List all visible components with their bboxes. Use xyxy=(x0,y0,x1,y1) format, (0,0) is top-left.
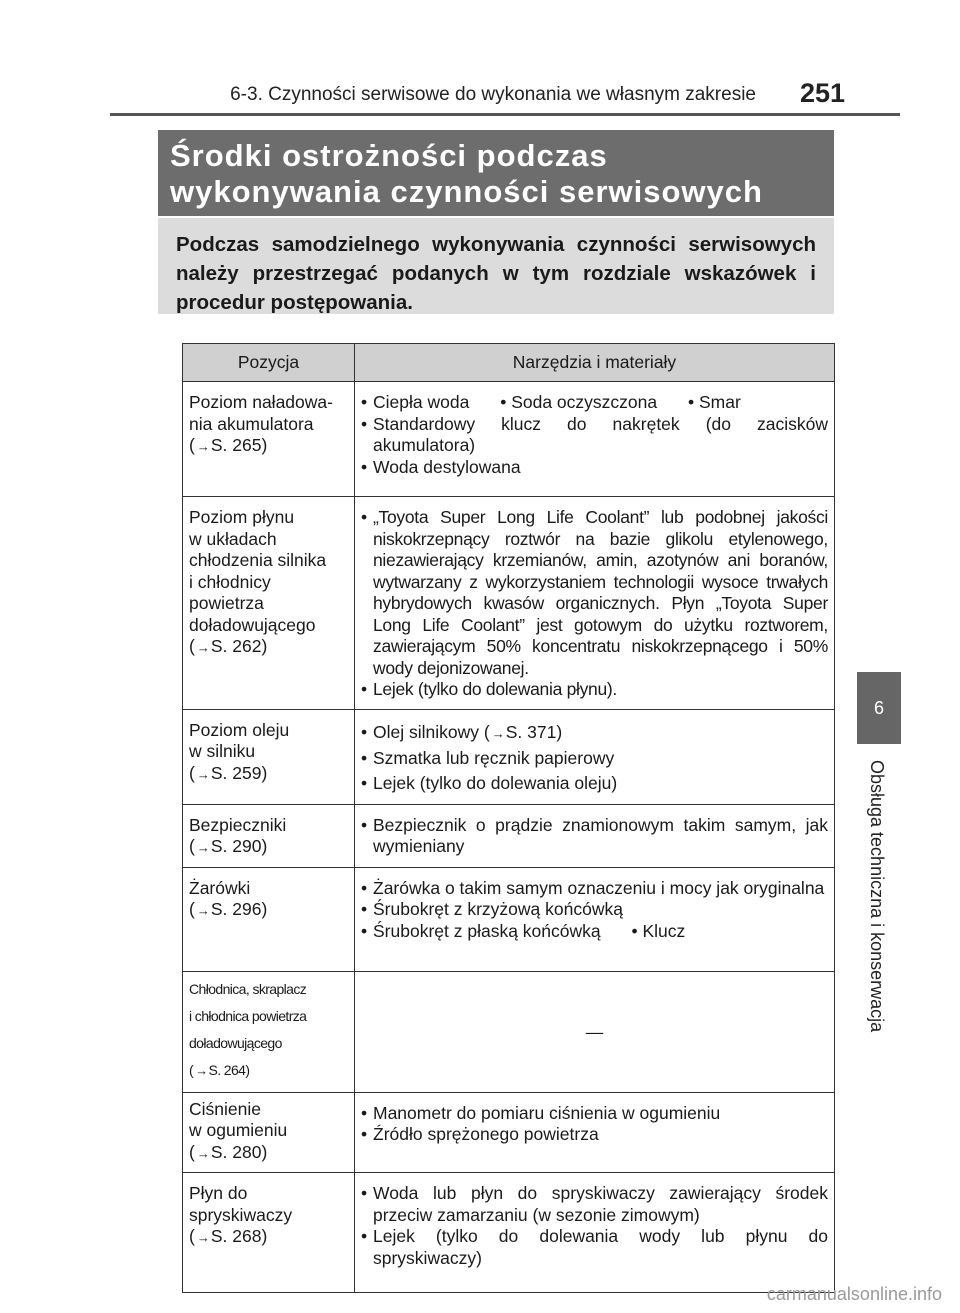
page-number: 251 xyxy=(800,78,846,108)
page-title-block xyxy=(158,130,834,216)
table-row xyxy=(183,971,835,1092)
arrow-right-icon: → xyxy=(196,1145,210,1161)
table-row xyxy=(183,709,835,804)
inline-item: • Smar xyxy=(687,392,741,412)
list-item: • Szmatka lub ręcznik papierowy xyxy=(361,746,828,771)
position-text: doładowującego xyxy=(189,1034,282,1051)
position-cell xyxy=(183,804,355,867)
table-row xyxy=(183,867,835,971)
table-row xyxy=(183,1092,835,1173)
list-item: • Manometr do pomiaru ciśnienia w ogumieniu xyxy=(361,1103,828,1125)
watermark: carmanualsonline.info xyxy=(766,1284,942,1304)
list-item: • Bezpiecznik o prądzie znamionowym takim samym, jak wymieniany xyxy=(361,815,828,858)
list-item: • Standardowy klucz do nakrętek (do zacisków akumulatora) xyxy=(361,414,828,457)
list-item: • Śrubokręt z krzyżową końcówką xyxy=(361,899,828,921)
table-row xyxy=(183,804,835,867)
page-title-line-2: wykonywania czynności serwisowych xyxy=(170,174,763,209)
arrow-right-icon: → xyxy=(196,439,210,454)
table-row xyxy=(183,382,835,497)
table-row xyxy=(183,1173,835,1293)
position-text: powietrza xyxy=(189,593,264,613)
position-cell xyxy=(183,1173,355,1293)
page-reference: ( →S. 290) xyxy=(189,836,268,856)
page-reference: ( →S. 264) xyxy=(189,1061,250,1078)
tools-cell xyxy=(355,709,835,804)
position-text: Poziom płynu xyxy=(189,507,295,527)
empty-dash: — xyxy=(585,1021,604,1042)
list-item: • Śrubokręt z płaską końcówką • Klucz xyxy=(361,921,828,943)
position-text: spryskiwaczy xyxy=(189,1204,293,1225)
page-reference: ( →S. 259) xyxy=(189,762,268,783)
position-text: i chłodnica powietrza xyxy=(189,1007,307,1024)
page-reference: ( →S. 280) xyxy=(189,1141,268,1162)
list-item: • Olej silnikowy ( →S. 371) xyxy=(361,720,828,746)
inline-item: • Klucz xyxy=(631,920,686,941)
arrow-right-icon: → xyxy=(196,1230,210,1245)
position-text: Płyn do xyxy=(189,1183,248,1203)
list-item: • „Toyota Super Long Life Coolant” lub podobnej jakości niskokrzepnący roztwór na bazie glikolu etylenowego, niezawierający krzemianów, amin, azotynów ani boranów, wytwarzany z wykorzystaniem technologii wysoce trwałych hybrydowych kwasów organicznych. Płyn „Toyota Super Long Life Coolant” jest gotowym do użytku roztworem, zawierającym 50% koncentratu niskokrzepnącego i 50% wody dejonizowanej. xyxy=(361,507,828,679)
page-title-line-1: Środki ostrożności podczas xyxy=(170,138,608,173)
arrow-right-icon: → xyxy=(196,766,210,782)
position-cell xyxy=(183,867,355,971)
inline-item: • Soda oczyszczona xyxy=(500,392,658,412)
position-text: chłodzenia silnika xyxy=(189,550,327,570)
header-divider xyxy=(110,113,900,116)
list-item: • Lejek (tylko do dolewania wody lub płynu do spryskiwaczy) xyxy=(361,1226,828,1269)
position-text: Chłodnica, skraplacz xyxy=(189,980,307,997)
position-text: nia akumulatora xyxy=(189,413,314,434)
section-title: 6-3. Czynności serwisowe do wykonania we własnym zakresie xyxy=(230,84,756,105)
position-cell xyxy=(183,971,355,1092)
position-text: Poziom naładowa- xyxy=(189,392,333,412)
position-cell xyxy=(183,497,355,710)
list-item: • Źródło sprężonego powietrza xyxy=(361,1124,828,1146)
page-reference: ( →S. 265) xyxy=(189,435,268,455)
list-item: • Lejek (tylko do dolewania oleju) xyxy=(361,771,828,796)
intro-text: Podczas samodzielnego wykonywania czynności serwisowych należy przestrzegać podanych w tym rozdziale wskazówek i procedur postępowania. xyxy=(176,233,816,314)
position-text: w silniku xyxy=(189,741,256,761)
position-cell xyxy=(183,1092,355,1173)
position-text: Bezpieczniki xyxy=(189,814,287,835)
table-row xyxy=(183,497,835,710)
position-text: Ciśnienie xyxy=(189,1098,261,1119)
arrow-right-icon: → xyxy=(196,840,210,855)
chapter-tab: 6 xyxy=(857,672,901,744)
table-header-row xyxy=(183,344,835,382)
position-text: doładowującego xyxy=(189,614,316,635)
position-text: Żarówki xyxy=(189,877,251,898)
column-header-position: Pozycja xyxy=(183,344,355,382)
tools-cell xyxy=(355,867,835,971)
position-text: w ogumieniu xyxy=(189,1120,288,1140)
page-reference: ( →S. 296) xyxy=(189,899,268,919)
intro-box xyxy=(158,218,834,314)
tools-cell xyxy=(355,804,835,867)
list-item: • Woda destylowana xyxy=(361,457,828,479)
tools-cell xyxy=(355,382,835,497)
tools-table xyxy=(182,343,835,1293)
column-header-tools: Narzędzia i materiały xyxy=(355,344,835,382)
position-text: w układach xyxy=(189,528,277,549)
arrow-right-icon: → xyxy=(195,1062,208,1078)
position-text: i chłodnicy xyxy=(189,571,271,592)
chapter-label: Obsługa techniczna i konserwacja xyxy=(867,760,887,1033)
position-cell xyxy=(183,709,355,804)
list-item: • Woda lub płyn do spryskiwaczy zawierający środek przeciw zamarzaniu (w sezonie zimowym) xyxy=(361,1183,828,1226)
page-reference: ( →S. 262) xyxy=(189,636,268,656)
tools-cell xyxy=(355,1092,835,1173)
page-reference: ( →S. 268) xyxy=(189,1226,268,1246)
arrow-right-icon: → xyxy=(196,640,210,655)
arrow-right-icon: → xyxy=(491,725,505,741)
arrow-right-icon: → xyxy=(196,903,210,918)
list-item: • Lejek (tylko do dolewania płynu). xyxy=(361,679,828,701)
list-item: • Żarówka o takim samym oznaczeniu i mocy jak oryginalna xyxy=(361,878,828,900)
tools-cell xyxy=(355,1173,835,1293)
tools-cell xyxy=(355,497,835,710)
list-item: • Ciepła woda • Soda oczyszczona • Smar xyxy=(361,392,828,414)
position-text: Poziom oleju xyxy=(189,719,290,740)
position-cell xyxy=(183,382,355,497)
tools-cell xyxy=(355,971,835,1092)
